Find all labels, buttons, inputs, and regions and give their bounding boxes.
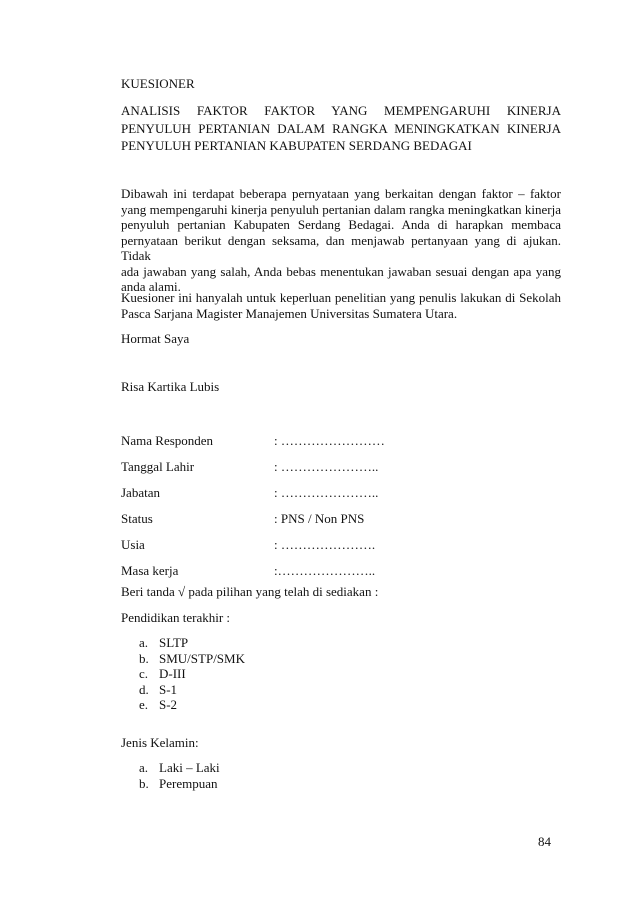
document-heading: KUESIONER [121,76,195,91]
option-marker: e. [139,697,149,712]
questionnaire-title [121,102,561,155]
title-line: PENYULUH PERTANIAN KABUPATEN SERDANG BEDAGAI [121,138,472,153]
option-text: S-1 [159,681,178,697]
education-option[interactable] [139,697,245,713]
field-jabatan[interactable] [121,485,561,501]
field-label: Jabatan [121,485,160,500]
author-name: Risa Kartika Lubis [121,379,220,394]
field-tanggal-lahir[interactable] [121,459,561,475]
option-text: D-III [159,666,186,681]
option-text: SMU/STP/SMK [159,650,245,666]
field-status[interactable] [121,511,561,527]
field-label: Masa kerja [121,563,179,578]
intro-line: ada jawaban yang salah, Anda bebas menentukan jawaban sesuai dengan apa yang [121,263,561,279]
field-label: Tanggal Lahir [121,459,195,474]
field-masa-kerja[interactable] [121,563,561,579]
option-text: S-2 [159,697,178,712]
education-options [139,635,245,713]
intro-line: yang mempengaruhi kinerja penyuluh pertanian dalam rangka meningkatkan kinerja [121,201,561,217]
intro-line: anda alami. [121,279,181,294]
option-marker: b. [139,775,149,791]
field-value[interactable]: : ………………….. [274,459,379,474]
field-label: Usia [121,537,145,552]
option-marker: d. [139,681,149,697]
option-marker: c. [139,666,149,681]
intro-line: penyuluh pertanian Kabupaten Serdang Bedagai. Anda di harapkan membaca [121,217,561,232]
field-value[interactable]: : …………………… [274,433,385,448]
intro-line: Dibawah ini terdapat beberapa pernyataan yang berkaitan dengan faktor – faktor [121,186,561,201]
education-option[interactable] [139,682,245,698]
field-usia[interactable] [121,537,561,553]
checkmark-instruction: Beri tanda √ pada pilihan yang telah di sediakan : [121,584,379,599]
intro-paragraph [121,186,561,295]
education-label: Pendidikan terakhir : [121,610,231,625]
gender-option[interactable] [139,776,220,792]
field-nama-responden[interactable] [121,433,561,449]
option-text: Perempuan [159,775,218,791]
field-value[interactable]: : PNS / Non PNS [274,511,365,526]
gender-label: Jenis Kelamin: [121,735,199,750]
title-line: PENYULUH PERTANIAN DALAM RANGKA MENINGKATKAN KINERJA [121,120,561,136]
purpose-line: Kuesioner ini hanyalah untuk keperluan penelitian yang penulis lakukan di Sekolah [121,290,561,305]
field-value[interactable]: :………………….. [274,563,376,578]
option-text: Laki – Laki [159,760,220,775]
title-line: ANALISIS FAKTOR FAKTOR YANG MEMPENGARUHI KINERJA [121,103,561,118]
gender-options [139,760,220,791]
option-marker: a. [139,760,149,775]
field-value[interactable]: : ………………….. [274,485,379,500]
option-text: SLTP [159,635,189,650]
education-option[interactable] [139,651,245,667]
gender-option[interactable] [139,760,220,776]
field-value[interactable]: : …………………. [274,537,376,552]
option-marker: a. [139,635,149,650]
page-number: 84 [538,834,551,849]
education-option[interactable] [139,666,245,682]
education-option[interactable] [139,635,245,651]
field-label: Nama Responden [121,433,214,448]
intro-line: pernyataan berikut dengan seksama, dan menjawab pertanyaan yang di ajukan. Tidak [121,232,561,263]
closing-salutation: Hormat Saya [121,331,190,346]
purpose-paragraph [121,290,561,321]
field-label: Status [121,511,153,526]
option-marker: b. [139,650,149,666]
purpose-line: Pasca Sarjana Magister Manajemen Universitas Sumatera Utara. [121,305,458,321]
